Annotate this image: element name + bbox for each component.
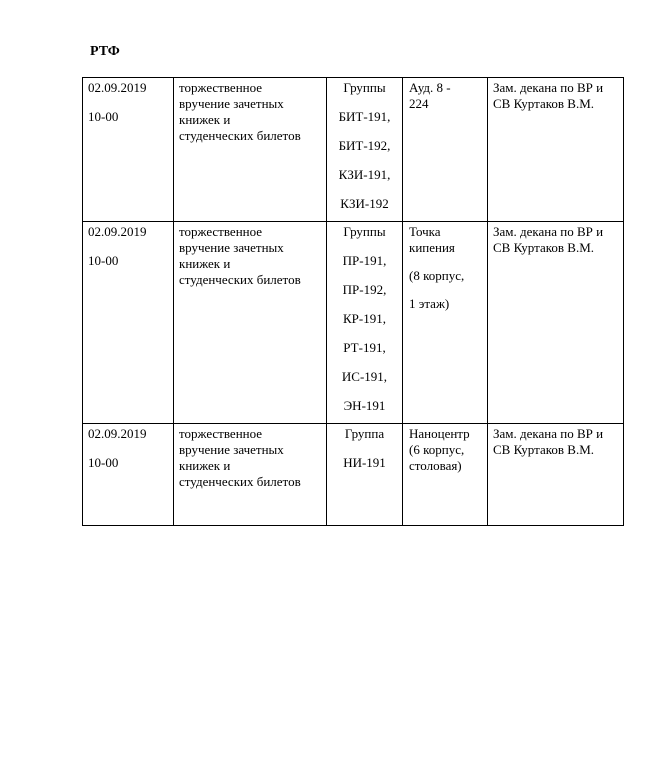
group-item: КЗИ-191, bbox=[338, 167, 391, 182]
responsible-line: Зам. декана по ВР и bbox=[493, 80, 604, 95]
row-divider bbox=[82, 423, 624, 424]
place-line: 224 bbox=[409, 96, 429, 111]
event-date: 02.09.2019 bbox=[88, 224, 147, 239]
event-line: книжек и bbox=[179, 256, 231, 271]
page-heading: РТФ bbox=[90, 44, 120, 59]
event-cell bbox=[179, 224, 325, 288]
place-line: 1 этаж) bbox=[409, 296, 450, 311]
event-line: книжек и bbox=[179, 112, 231, 127]
group-item: БИТ-191, bbox=[338, 109, 391, 124]
group-item: ПР-192, bbox=[342, 282, 387, 297]
event-line: вручение зачетных bbox=[179, 96, 284, 111]
responsible-line: СВ Куртаков В.М. bbox=[493, 96, 594, 111]
event-time: 10-00 bbox=[88, 109, 119, 124]
column-divider bbox=[487, 77, 488, 526]
event-line: студенческих билетов bbox=[179, 128, 301, 143]
group-item: ИС-191, bbox=[341, 369, 388, 384]
table-border-top bbox=[82, 77, 624, 78]
date-cell bbox=[88, 426, 172, 470]
place-line: Наноцентр bbox=[409, 426, 470, 441]
event-line: торжественное bbox=[179, 224, 263, 239]
table-border-bottom bbox=[82, 525, 624, 526]
responsible-cell bbox=[493, 426, 623, 458]
event-date: 02.09.2019 bbox=[88, 426, 147, 441]
event-line: вручение зачетных bbox=[179, 442, 284, 457]
responsible-cell bbox=[493, 80, 623, 112]
row-divider bbox=[82, 221, 624, 222]
groups-header: Группы bbox=[343, 224, 386, 239]
column-divider bbox=[173, 77, 174, 526]
groups-header: Группа bbox=[344, 426, 385, 441]
group-item: ПР-191, bbox=[342, 253, 387, 268]
group-item: БИТ-192, bbox=[338, 138, 391, 153]
responsible-cell bbox=[493, 224, 623, 256]
groups-cell bbox=[327, 224, 402, 413]
date-cell bbox=[88, 80, 172, 124]
place-line: кипения bbox=[409, 240, 455, 255]
event-cell bbox=[179, 80, 325, 144]
responsible-line: СВ Куртаков В.М. bbox=[493, 442, 594, 457]
event-line: торжественное bbox=[179, 426, 263, 441]
event-line: торжественное bbox=[179, 80, 263, 95]
event-line: книжек и bbox=[179, 458, 231, 473]
place-cell bbox=[409, 80, 487, 112]
event-time: 10-00 bbox=[88, 455, 119, 470]
group-item: КЗИ-192 bbox=[340, 196, 389, 211]
place-line: столовая) bbox=[409, 458, 462, 473]
groups-cell bbox=[327, 80, 402, 211]
place-line: Точка bbox=[409, 224, 441, 239]
date-cell bbox=[88, 224, 172, 268]
groups-cell bbox=[327, 426, 402, 470]
responsible-line: СВ Куртаков В.М. bbox=[493, 240, 594, 255]
group-item: НИ-191 bbox=[343, 455, 386, 470]
place-line: Ауд. 8 - bbox=[409, 80, 451, 95]
place-line: (6 корпус, bbox=[409, 442, 465, 457]
event-line: студенческих билетов bbox=[179, 474, 301, 489]
group-item: РТ-191, bbox=[343, 340, 386, 355]
event-line: студенческих билетов bbox=[179, 272, 301, 287]
group-item: ЭН-191 bbox=[343, 398, 386, 413]
event-time: 10-00 bbox=[88, 253, 119, 268]
table-border-right bbox=[623, 77, 624, 526]
responsible-line: Зам. декана по ВР и bbox=[493, 224, 604, 239]
event-date: 02.09.2019 bbox=[88, 80, 147, 95]
group-item: КР-191, bbox=[343, 311, 386, 326]
place-cell bbox=[409, 426, 487, 474]
table-border-left bbox=[82, 77, 83, 526]
event-cell bbox=[179, 426, 325, 490]
place-cell bbox=[409, 224, 487, 312]
place-line: (8 корпус, bbox=[409, 268, 465, 283]
column-divider bbox=[402, 77, 403, 526]
groups-header: Группы bbox=[343, 80, 386, 95]
event-line: вручение зачетных bbox=[179, 240, 284, 255]
responsible-line: Зам. декана по ВР и bbox=[493, 426, 604, 441]
